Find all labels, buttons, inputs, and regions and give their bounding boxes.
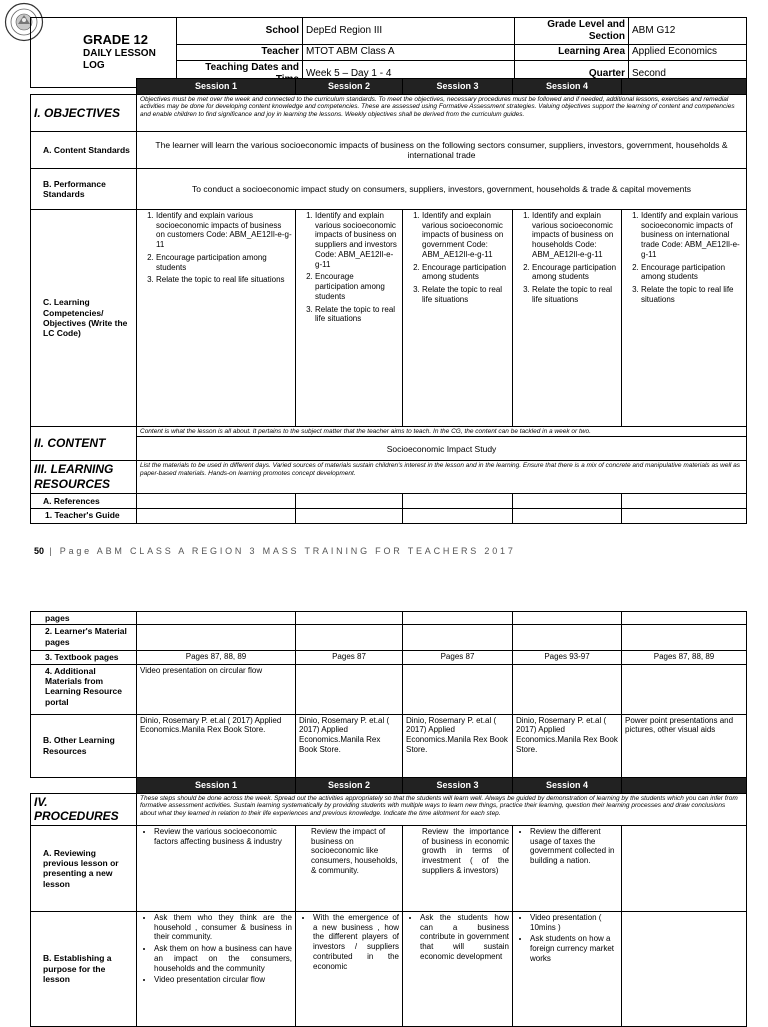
competencies-session-4 (513, 209, 622, 426)
references-label: A. References (31, 493, 137, 508)
school-label: School (177, 18, 303, 45)
teachers-guide-pages-label: pages (31, 612, 137, 625)
objectives-note: Objectives must be met over the week and connected to the curriculum standards. To meet the objectives, necessary procedures must be followed and if needed, additional lessons, exercises and remedial activities may be done for developing content knowledge and competencies. These are assessed using Formative Assessment strategies. Valuing objectives support the learning of content and competencies and enable children to find significance and joy in learning the lessons. Weekly objectives shall be derived from the curriculum guides. (137, 94, 747, 131)
textbook-session-2: Pages 87 (296, 651, 403, 664)
teachers-guide-label: 1. Teacher's Guide (31, 508, 137, 523)
other-resources-session-3: Dinio, Rosemary P. et.al ( 2017) Applied Economics.Manila Rex Book Store. (403, 714, 513, 777)
other-resources-label: B. Other Learning Resources (31, 714, 137, 777)
learning-area-value: Applied Economics (629, 45, 747, 60)
reviewing-item: • Review the various socioeconomic factors affecting business & industry (154, 827, 292, 847)
dates-value: Week 5 – Day 1 - 4 (303, 60, 515, 87)
quarter-value: Second (629, 60, 747, 87)
reviewing-session-3 (403, 825, 513, 911)
quarter-label: Quarter (515, 60, 629, 87)
reviewing-session-2 (296, 825, 403, 911)
competency-item: 3. Relate the topic to real life situations (532, 285, 618, 305)
purpose-item: • Video presentation ( 10mins ) (530, 913, 618, 933)
objectives-heading: I. OBJECTIVES (31, 94, 137, 131)
dll-title: DAILY LESSON LOG (83, 48, 156, 72)
learning-area-label: Learning Area (515, 45, 629, 60)
reviewing-item: Review the impact of business on socioeconomic like consumers, households, & community. (311, 826, 398, 875)
teacher-value: MTOT ABM Class A (303, 45, 515, 60)
other-resources-session-2: Dinio, Rosemary P. et.al ( 2017) Applied Economics.Manila Rex Book Store. (296, 714, 403, 777)
purpose-session-2 (296, 911, 403, 1026)
lr-portal-session-4 (513, 664, 622, 714)
learners-material-label: 2. Learner's Material pages (31, 625, 137, 651)
purpose-session-5 (622, 911, 747, 1026)
other-resources-session-1: Dinio, Rosemary P. et.al ( 2017) Applied Economics.Manila Rex Book Store. (137, 714, 296, 777)
procedures-heading: IV. PROCEDURES (31, 793, 137, 825)
content-note: Content is what the lesson is all about. It pertains to the subject matter that the teacher aims to teach. In the CG, the content can be tackled in a week or two. (137, 426, 747, 436)
content-standards-value: The learner will learn the various socioeconomic impacts of business on the following sectors consumer, suppliers, investors, government, households & international trade (137, 131, 747, 168)
competencies-label: C. Learning Competencies/ Objectives (Write the LC Code) (31, 209, 137, 426)
competency-item: 1. Identify and explain various socioeconomic impacts of business on households Code: ABM_AE12Il-e-g-11 (532, 211, 618, 260)
competency-item: 2. Encourage participation among students (315, 272, 399, 301)
purpose-item: • Ask them who they think are the household , consumer & business in their community. (154, 913, 292, 942)
lr-portal-session-1: Video presentation on circular flow (137, 664, 296, 714)
session-1-header: Session 1 (137, 777, 296, 793)
teacher-label: Teacher (177, 45, 303, 60)
purpose-session-1 (137, 911, 296, 1026)
purpose-session-4 (513, 911, 622, 1026)
textbook-session-3: Pages 87 (403, 651, 513, 664)
grade-section-label: Grade Level and Section (515, 18, 629, 45)
competencies-session-5 (622, 209, 747, 426)
dates-label: Teaching Dates and (177, 60, 303, 87)
reviewing-item: • Review the different usage of taxes the government collected in building a nation. (530, 827, 618, 866)
session-1-header: Session 1 (137, 79, 296, 95)
textbook-label: 3. Textbook pages (31, 651, 137, 664)
reviewing-session-1 (137, 825, 296, 911)
purpose-label: B. Establishing a purpose for the lesson (31, 911, 137, 1026)
purpose-item: • Video presentation circular flow (154, 975, 292, 985)
competencies-session-2 (296, 209, 403, 426)
lr-portal-label: 4. Additional Materials from Learning Resource portal (31, 664, 137, 714)
content-heading: II. CONTENT (31, 426, 137, 460)
purpose-item: • With the emergence of a new business , how the different players of investors / suppliers contributed in the economic (313, 913, 399, 972)
procedures-note: These steps should be done across the week. Spread out the activities appropriately so that the students will learn well. Always be guided by demonstration of learning by the students which you can infer from formative assessment activities. Sustain learning systematically by providing students with multiple ways to learn new things, practice their learning, question their learning processes and draw conclusions about what they learned in relation to their life experiences and previous knowledge. Indicate the time allotment for each step. (137, 793, 747, 825)
competency-item: 3. Relate the topic to real life situations (315, 305, 399, 325)
reviewing-session-5 (622, 825, 747, 911)
competency-item: 2. Encourage participation among students (641, 263, 743, 283)
competency-item: 2. Encourage participation among students (532, 263, 618, 283)
content-standards-label: A. Content Standards (31, 131, 137, 168)
competency-item: 3. Relate the topic to real life situations (422, 285, 509, 305)
competency-item: 2. Encourage participation among students (156, 253, 292, 273)
session-4-header: Session 4 (513, 79, 622, 95)
other-resources-session-4: Dinio, Rosemary P. et.al ( 2017) Applied Economics.Manila Rex Book Store. (513, 714, 622, 777)
procedures-table (30, 611, 747, 1027)
reviewing-session-4 (513, 825, 622, 911)
objectives-table (30, 78, 747, 524)
page-number: 50 (34, 546, 45, 556)
lr-portal-session-3 (403, 664, 513, 714)
competency-item: 1. Identify and explain various socioeconomic impacts of business on international trade Code: ABM_AE12Il-e-g-11 (641, 211, 743, 260)
lr-portal-session-5 (622, 664, 747, 714)
grade-section-value: ABM G12 (629, 18, 747, 45)
session-3-header: Session 3 (403, 777, 513, 793)
competency-item: 3. Relate the topic to real life situations (156, 275, 292, 285)
purpose-item: • Ask the students how can a business contribute in government that will sustain economic development (420, 913, 509, 962)
content-value: Socioeconomic Impact Study (137, 437, 747, 461)
purpose-item: • Ask them on how a business can have an impact on the consumers, households and the community (154, 944, 292, 973)
competencies-session-3 (403, 209, 513, 426)
resources-heading: III. LEARNING RESOURCES (31, 461, 137, 493)
performance-standards-label: B. Performance Standards (31, 168, 137, 209)
page-footer (34, 546, 516, 556)
competency-item: 3. Relate the topic to real life situations (641, 285, 743, 305)
other-resources-session-5: Power point presentations and pictures, other visual aids (622, 714, 747, 777)
session-2-header: Session 2 (296, 79, 403, 95)
purpose-session-3 (403, 911, 513, 1026)
footer-text: | Page ABM CLASS A REGION 3 MASS TRAINING FOR TEACHERS 2017 (49, 546, 516, 556)
competency-item: 1. Identify and explain various socioeconomic impacts of business on customers Code: ABM_AE12Il-e-g-11 (156, 211, 292, 250)
reviewing-item: Review the importance of business in economic growth in terms of investment ( of the suppliers & investors) (422, 826, 509, 875)
session-2-header: Session 2 (296, 777, 403, 793)
session-4-header: Session 4 (513, 777, 622, 793)
purpose-item: • Ask students on how a foreign currency market works (530, 934, 618, 963)
resources-note: List the materials to be used in different days. Varied sources of materials sustain children's interest in the lesson and in the learning. Ensure that there is a mix of concrete and manipulative materials as well as paper-based materials. Hands-on learning promotes concept development. (137, 461, 747, 493)
textbook-session-5: Pages 87, 88, 89 (622, 651, 747, 664)
lr-portal-session-2 (296, 664, 403, 714)
grade-title: GRADE 12 (83, 32, 149, 48)
textbook-session-1: Pages 87, 88, 89 (137, 651, 296, 664)
textbook-session-4: Pages 93-97 (513, 651, 622, 664)
reviewing-label: A. Reviewing previous lesson or presenting a new lesson (31, 825, 137, 911)
competencies-session-1 (137, 209, 296, 426)
performance-standards-value: To conduct a socioeconomic impact study on consumers, suppliers, investors, government, households & trade & capital movements (137, 168, 747, 209)
competency-item: 1. Identify and explain various socioeconomic impacts of business on government Code: ABM_AE12Il-e-g-11 (422, 211, 509, 260)
school-value: DepEd Region III (303, 18, 515, 45)
competency-item: 1. Identify and explain various socioeconomic impacts of business on suppliers and investors Code: ABM_AE12Il-e-g-11 (315, 211, 399, 270)
competency-item: 2. Encourage participation among students (422, 263, 509, 283)
session-3-header: Session 3 (403, 79, 513, 95)
